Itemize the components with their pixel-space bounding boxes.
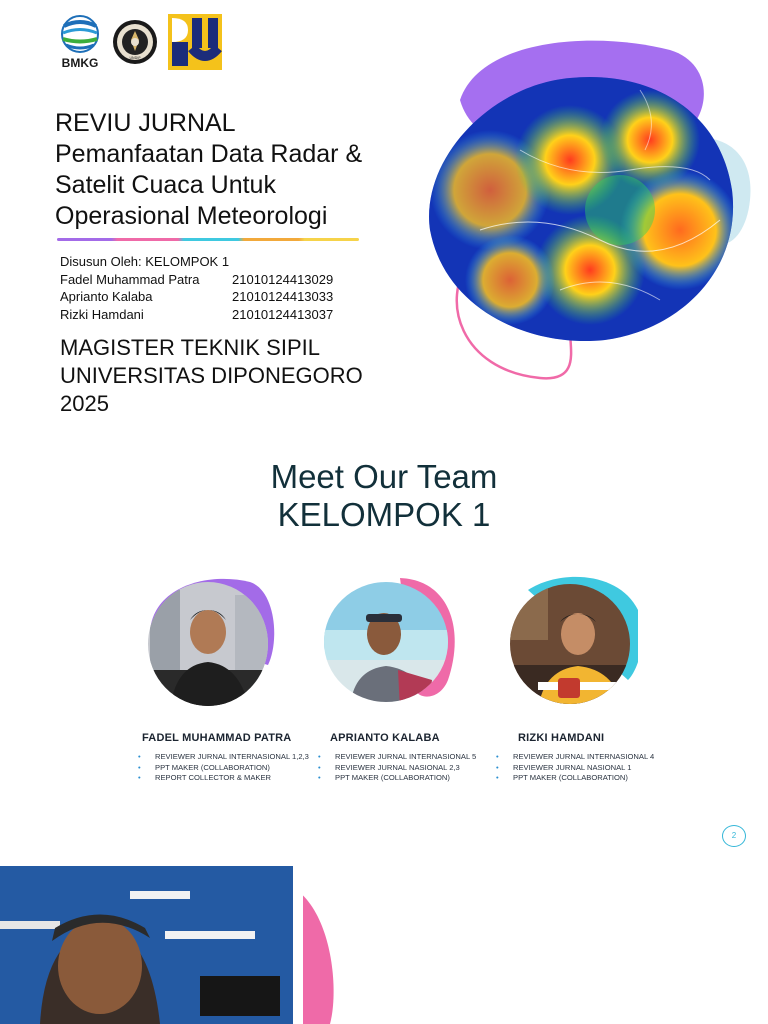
- report-title: [55, 108, 415, 232]
- role-item: • REVIEWER JURNAL NASIONAL 2,3: [318, 763, 490, 774]
- affiliation-block: [60, 334, 363, 418]
- year: 2025: [60, 391, 109, 416]
- author-id: 21010124413029: [232, 271, 334, 287]
- authors-block: [60, 253, 333, 323]
- program-name: MAGISTER TEKNIK SIPIL: [60, 335, 320, 360]
- member-roles: [138, 752, 310, 784]
- next-slide-preview: [0, 866, 768, 1024]
- undip-logo: [112, 15, 158, 70]
- member-name: FADEL MUHAMMAD PATRA: [142, 732, 292, 744]
- team-member-card: [290, 570, 490, 784]
- team-title-line-1: Meet Our Team: [270, 458, 498, 495]
- bmkg-logo-text: BMKG: [61, 56, 99, 70]
- author-row: [60, 306, 333, 324]
- title-line-1: REVIU JURNAL: [55, 109, 236, 137]
- role-item: • PPT MAKER (COLLABORATION): [496, 773, 668, 784]
- portrait-photo-icon: [498, 570, 638, 710]
- author-name: Fadel Muhammad Patra: [60, 271, 200, 287]
- presenter-photo: [0, 866, 340, 1024]
- pu-emblem-icon: [168, 14, 222, 70]
- member-roles: [318, 752, 490, 784]
- team-title: [0, 458, 768, 534]
- author-row: [60, 288, 333, 306]
- title-line-3: Satelit Cuaca Untuk: [55, 171, 276, 199]
- bmkg-logo: [56, 14, 104, 72]
- team-member-card: [468, 570, 668, 784]
- role-item: • PPT MAKER (COLLABORATION): [318, 773, 490, 784]
- author-row: [60, 271, 333, 289]
- authors-heading: Disusun Oleh: KELOMPOK 1: [60, 254, 230, 269]
- role-item: • REVIEWER JURNAL INTERNASIONAL 4: [496, 752, 668, 763]
- portrait-photo-icon: [140, 570, 280, 710]
- page-number: 2: [722, 825, 746, 847]
- satellite-image-blob: [420, 30, 760, 390]
- team-member-card: [110, 570, 310, 784]
- author-name: Aprianto Kalaba: [60, 289, 153, 304]
- member-portrait: [320, 570, 460, 710]
- role-item: • REPORT COLLECTOR & MAKER: [138, 773, 310, 784]
- university-name: UNIVERSITAS DIPONEGORO: [60, 363, 363, 388]
- undip-seal-text: UNDIP: [129, 56, 141, 60]
- role-item: • PPT MAKER (COLLABORATION): [138, 763, 310, 774]
- title-line-4: Operasional Meteorologi: [55, 202, 328, 230]
- member-roles: [496, 752, 668, 784]
- member-name: RIZKI HAMDANI: [518, 732, 605, 744]
- portrait-photo-icon: [320, 570, 460, 710]
- role-item: • REVIEWER JURNAL INTERNASIONAL 5: [318, 752, 490, 763]
- team-title-line-2: KELOMPOK 1: [277, 496, 491, 533]
- role-item: • REVIEWER JURNAL INTERNASIONAL 1,2,3: [138, 752, 310, 763]
- team-slide: [0, 440, 768, 855]
- title-slide: [0, 0, 768, 430]
- member-portrait: [140, 570, 280, 710]
- role-item: • REVIEWER JURNAL NASIONAL 1: [496, 763, 668, 774]
- pu-logo: [168, 14, 222, 70]
- rainbow-divider: [57, 238, 359, 241]
- member-name: APRIANTO KALABA: [330, 732, 440, 744]
- author-id: 21010124413037: [232, 306, 334, 322]
- member-portrait: [498, 570, 638, 710]
- university-seal-icon: [112, 15, 158, 70]
- author-name: Rizki Hamdani: [60, 306, 144, 322]
- bmkg-emblem-icon: [56, 14, 104, 56]
- author-id: 21010124413033: [232, 289, 334, 304]
- title-line-2: Pemanfaatan Data Radar &: [55, 140, 363, 168]
